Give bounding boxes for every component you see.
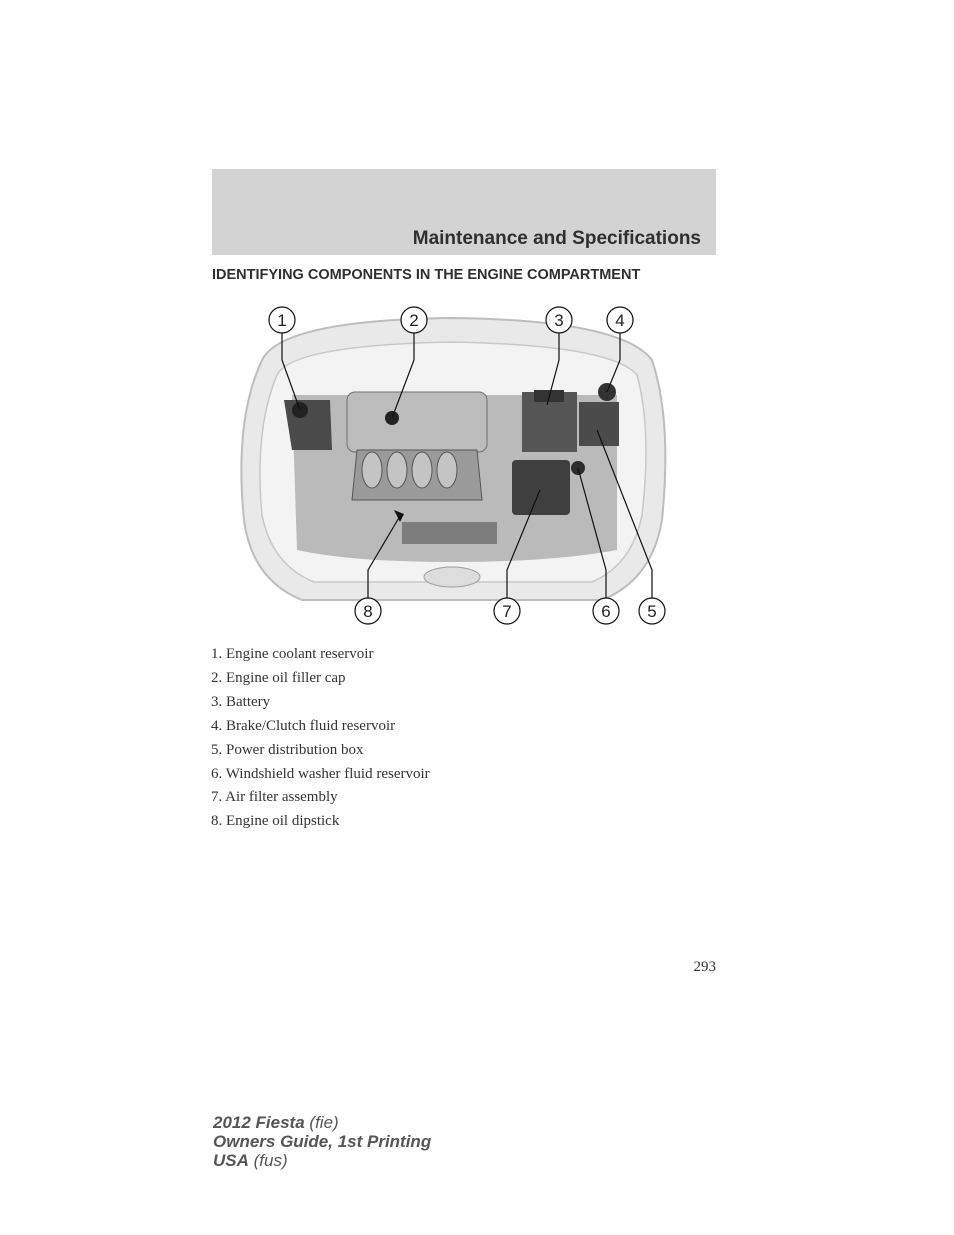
callout-6: 6 [601,602,611,621]
legend-item: 1. Engine coolant reservoir [211,646,374,662]
callout-8: 8 [363,602,373,621]
callout-1: 1 [277,311,287,330]
footer-market-code: (fus) [253,1151,288,1170]
footer-line-model [213,1113,431,1132]
legend-item: 2. Engine oil filler cap [211,669,346,686]
footer-market: USA [213,1151,249,1170]
legend-item: 6. Windshield washer fluid reservoir [211,765,430,782]
footer-line-market [213,1151,431,1170]
legend-item: 7. Air filter assembly [211,789,338,806]
legend-item: 4. Brake/Clutch fluid reservoir [211,717,396,734]
callout-4: 4 [615,311,625,330]
footer-model: 2012 Fiesta [213,1113,305,1132]
document-footer [213,1113,431,1170]
footer-model-code: (fie) [309,1113,339,1132]
legend-item: 8. Engine oil dipstick [211,813,340,830]
page-title: Maintenance and Specifications [412,228,701,249]
callout-3: 3 [554,311,564,330]
section-header-band [212,169,716,255]
legend-item: 5. Power distribution box [211,741,364,758]
legend-item: 3. Battery [211,693,271,710]
footer-line-guide [213,1132,431,1151]
engine-illustration [222,300,682,630]
callout-2: 2 [409,311,419,330]
engine-compartment-diagram [222,300,682,630]
component-legend [211,643,430,834]
footer-guide: Owners Guide, 1st Printing [213,1132,432,1151]
callout-7: 7 [502,602,512,621]
section-heading: IDENTIFYING COMPONENTS IN THE ENGINE COMPARTMENT [212,267,641,283]
page-number: 293 [693,959,716,975]
callout-5: 5 [647,602,657,621]
